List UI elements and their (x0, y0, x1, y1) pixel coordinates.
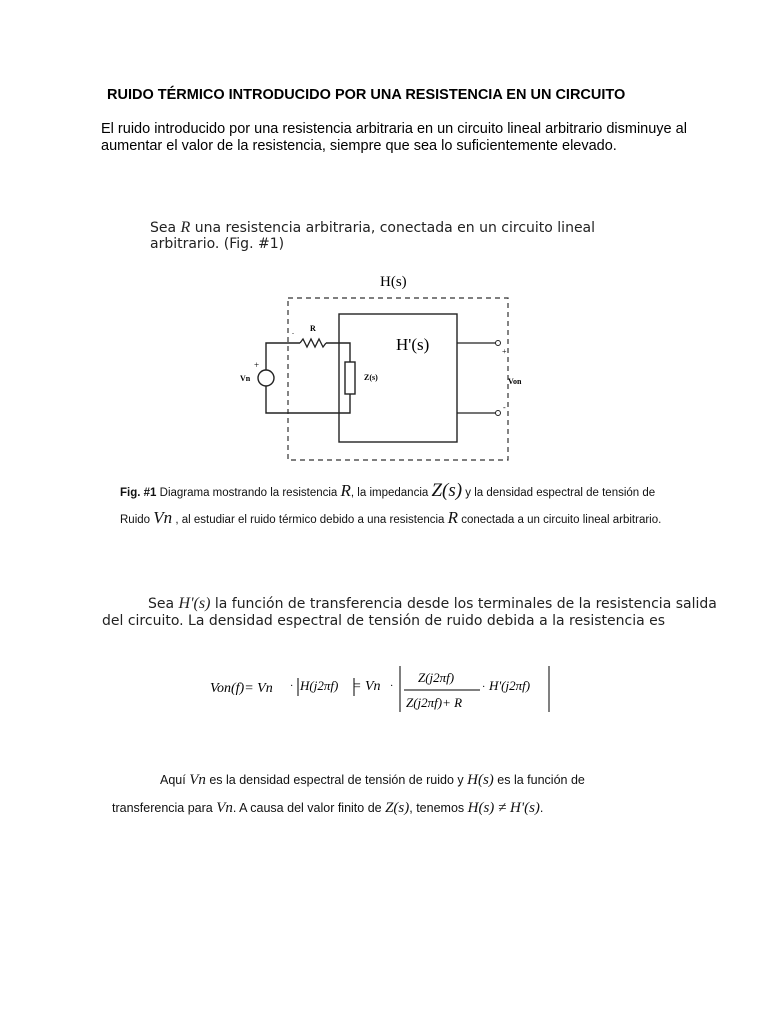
p2-text-after: la función de transferencia desde los terminales de la resistencia salida del circuito. La densidad espectral de tensión de ruido debida a la resistencia es (102, 596, 717, 629)
circuit-diagram (228, 268, 538, 470)
caption-fig-label: Fig. #1 (120, 487, 157, 499)
conclusion-math-inequality: H(s) ≠ H'(s) (467, 800, 540, 816)
conclusion-text-2: es la densidad espectral de tensión de ruido y (205, 773, 468, 787)
caption-math-r2: R (447, 508, 459, 527)
caption-line-1 (120, 480, 655, 502)
conclusion-math-h: H(s) (467, 772, 494, 788)
conclusion-text-6: , tenemos (409, 801, 468, 815)
p2-text-before: Sea (148, 596, 179, 612)
output-minus: - (503, 403, 506, 412)
conclusion-line-2 (112, 800, 543, 817)
resistor (300, 339, 326, 347)
impedance-label: Z(s) (364, 373, 378, 382)
conclusion-math-vn2: Vn (216, 800, 233, 816)
caption-text-6: conectada a un circuito lineal arbitrario. (458, 514, 662, 526)
caption-math-z: Z(s) (431, 480, 463, 501)
conclusion-text-7: . (539, 801, 544, 815)
conclusion-line-1 (160, 772, 585, 789)
inner-box (339, 314, 457, 442)
caption-text-1: Diagrama mostrando la resistencia (156, 487, 341, 499)
caption-line-2 (120, 508, 661, 528)
resistor-dot: . (292, 327, 294, 336)
formula-tail: H'(j2πf) (489, 678, 531, 693)
bottom-wire (266, 386, 350, 413)
caption-text-5: , al estudiar el ruido térmico debido a una resistencia (172, 514, 448, 526)
conclusion-text-4: transferencia para (112, 801, 217, 815)
conclusion-math-vn: Vn (189, 772, 206, 788)
output-label: Von (508, 377, 522, 386)
impedance-element (345, 362, 355, 394)
p1-text-after: una resistencia arbitraria, conectada en un circuito lineal arbitrario. (Fig. #1) (150, 220, 596, 252)
document-title: RUIDO TÉRMICO INTRODUCIDO POR UNA RESISTENCIA EN UN CIRCUITO (107, 87, 626, 103)
conclusion-text-1: Aquí (160, 773, 190, 787)
formula-dot-2: · (390, 681, 394, 692)
output-plus: + (502, 347, 507, 356)
formula-lhs: Von(f)= Vn (210, 681, 273, 696)
caption-text-2: , la impedancia (350, 487, 432, 499)
formula-dot-1: · (290, 681, 294, 692)
voltage-source (258, 370, 274, 386)
outer-dashed-box (288, 298, 508, 460)
caption-text-3: y la densidad espectral de tensión de (462, 487, 656, 499)
conclusion-text-3: es la función de (493, 773, 585, 787)
caption-math-vn: Vn (153, 508, 173, 527)
resistor-label: R (310, 324, 316, 333)
paragraph-transfer-function (102, 595, 722, 630)
p1-text-before: Sea (150, 220, 181, 236)
top-wire (326, 343, 350, 362)
source-top-wire (266, 343, 300, 370)
fraction-numerator: Z(j2πf) (418, 670, 455, 685)
source-label: Vn (240, 374, 251, 383)
formula-mid: H(j2πf) (300, 678, 339, 693)
output-bottom-terminal (496, 411, 501, 416)
intro-paragraph: El ruido introducido por una resistencia arbitraria en un circuito lineal arbitrario disminuye al aumentar el valor de la resistencia, siempre que sea lo suficientemente elevado. (101, 121, 687, 154)
p1-symbol-r: R (180, 219, 191, 236)
p2-symbol-h: H'(s) (178, 595, 211, 612)
source-plus: + (254, 360, 260, 370)
outer-box-label: H(s) (380, 274, 407, 290)
caption-math-r: R (340, 481, 351, 500)
formula-dot-3: · (482, 682, 486, 693)
paragraph-resistance (150, 220, 620, 252)
conclusion-text-5: . A causa del valor finito de (232, 801, 386, 815)
inner-box-label: H'(s) (396, 335, 430, 354)
output-top-terminal (496, 341, 501, 346)
noise-density-formula (210, 662, 570, 718)
conclusion-math-z: Z(s) (385, 800, 410, 816)
fraction-denominator: Z(j2πf)+ R (406, 695, 463, 710)
formula-eq: = Vn (352, 679, 381, 694)
caption-text-4: Ruido (120, 514, 154, 526)
